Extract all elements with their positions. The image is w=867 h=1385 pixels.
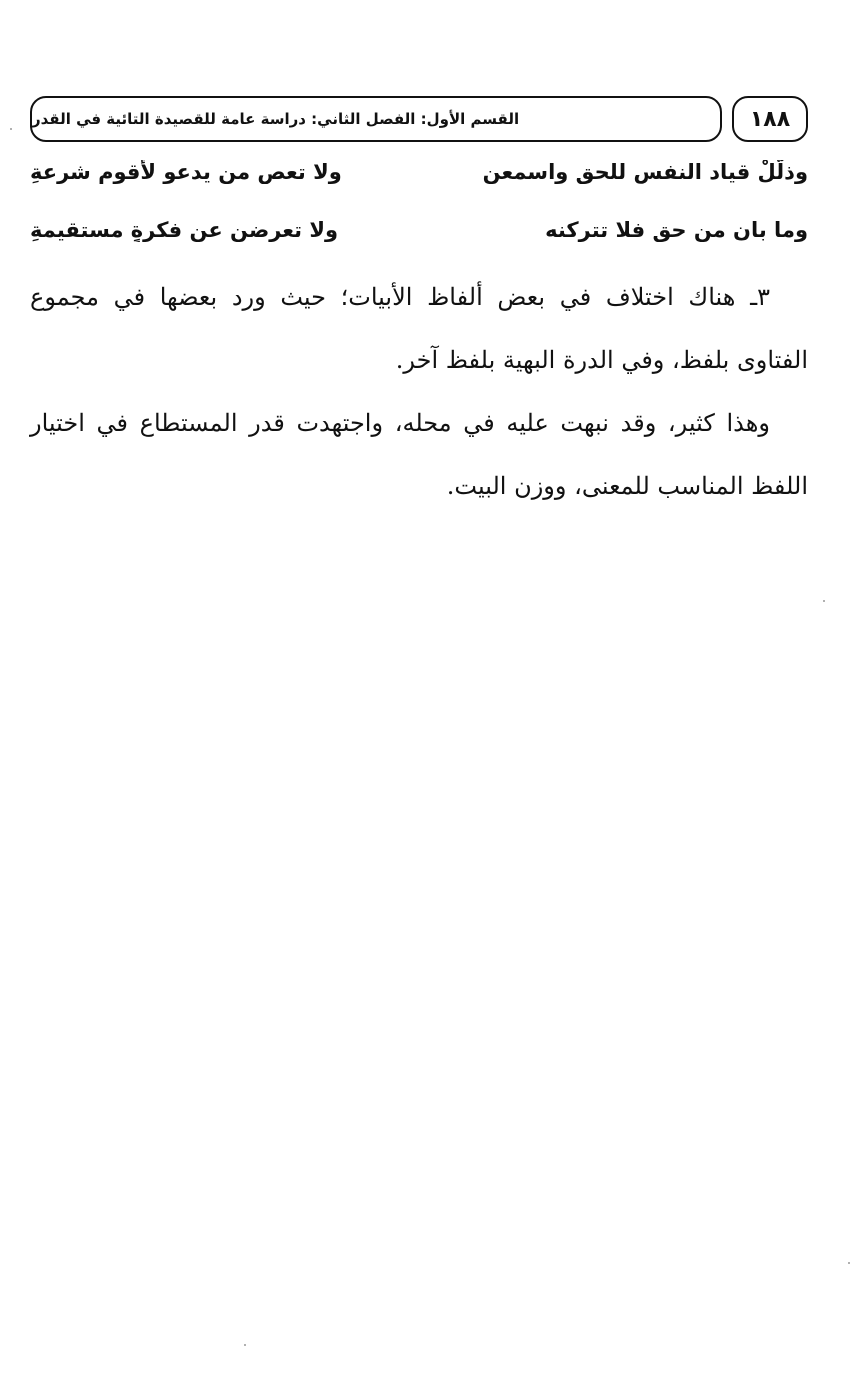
scan-speck [823, 600, 825, 602]
scan-speck [10, 128, 12, 130]
verse-first-hemistich: وذلّلْ قياد النفس للحق واسمعن [482, 160, 808, 184]
paragraph: وهذا كثير، وقد نبهت عليه في محله، واجتهدت قدر المستطاع في اختيار اللفظ المناسب للمعنى، ووزن البيت. [30, 409, 808, 500]
paragraph: ٣ـ هناك اختلاف في بعض ألفاظ الأبيات؛ حيث ورد بعضها في مجموع الفتاوى بلفظ، وفي الدرة البهية بلفظ آخر. [30, 283, 808, 374]
scan-speck [244, 1344, 246, 1346]
scan-speck [848, 1262, 850, 1264]
running-header [30, 96, 808, 146]
running-title: القسم الأول: الفصل الثاني: دراسة عامة للقصيدة التائية في القدر [30, 96, 722, 142]
verse-line [30, 218, 808, 258]
body-text [30, 266, 808, 518]
page-number: ١٨٨ [732, 96, 808, 142]
verse-second-hemistich: ولا تعرضن عن فكرةٍ مستقيمةِ [30, 218, 339, 242]
verse-first-hemistich: وما بان من حق فلا تتركنه [545, 218, 808, 242]
verse-second-hemistich: ولا تعص من يدعو لأقوم شرعةِ [30, 160, 342, 184]
verse-line [30, 160, 808, 200]
